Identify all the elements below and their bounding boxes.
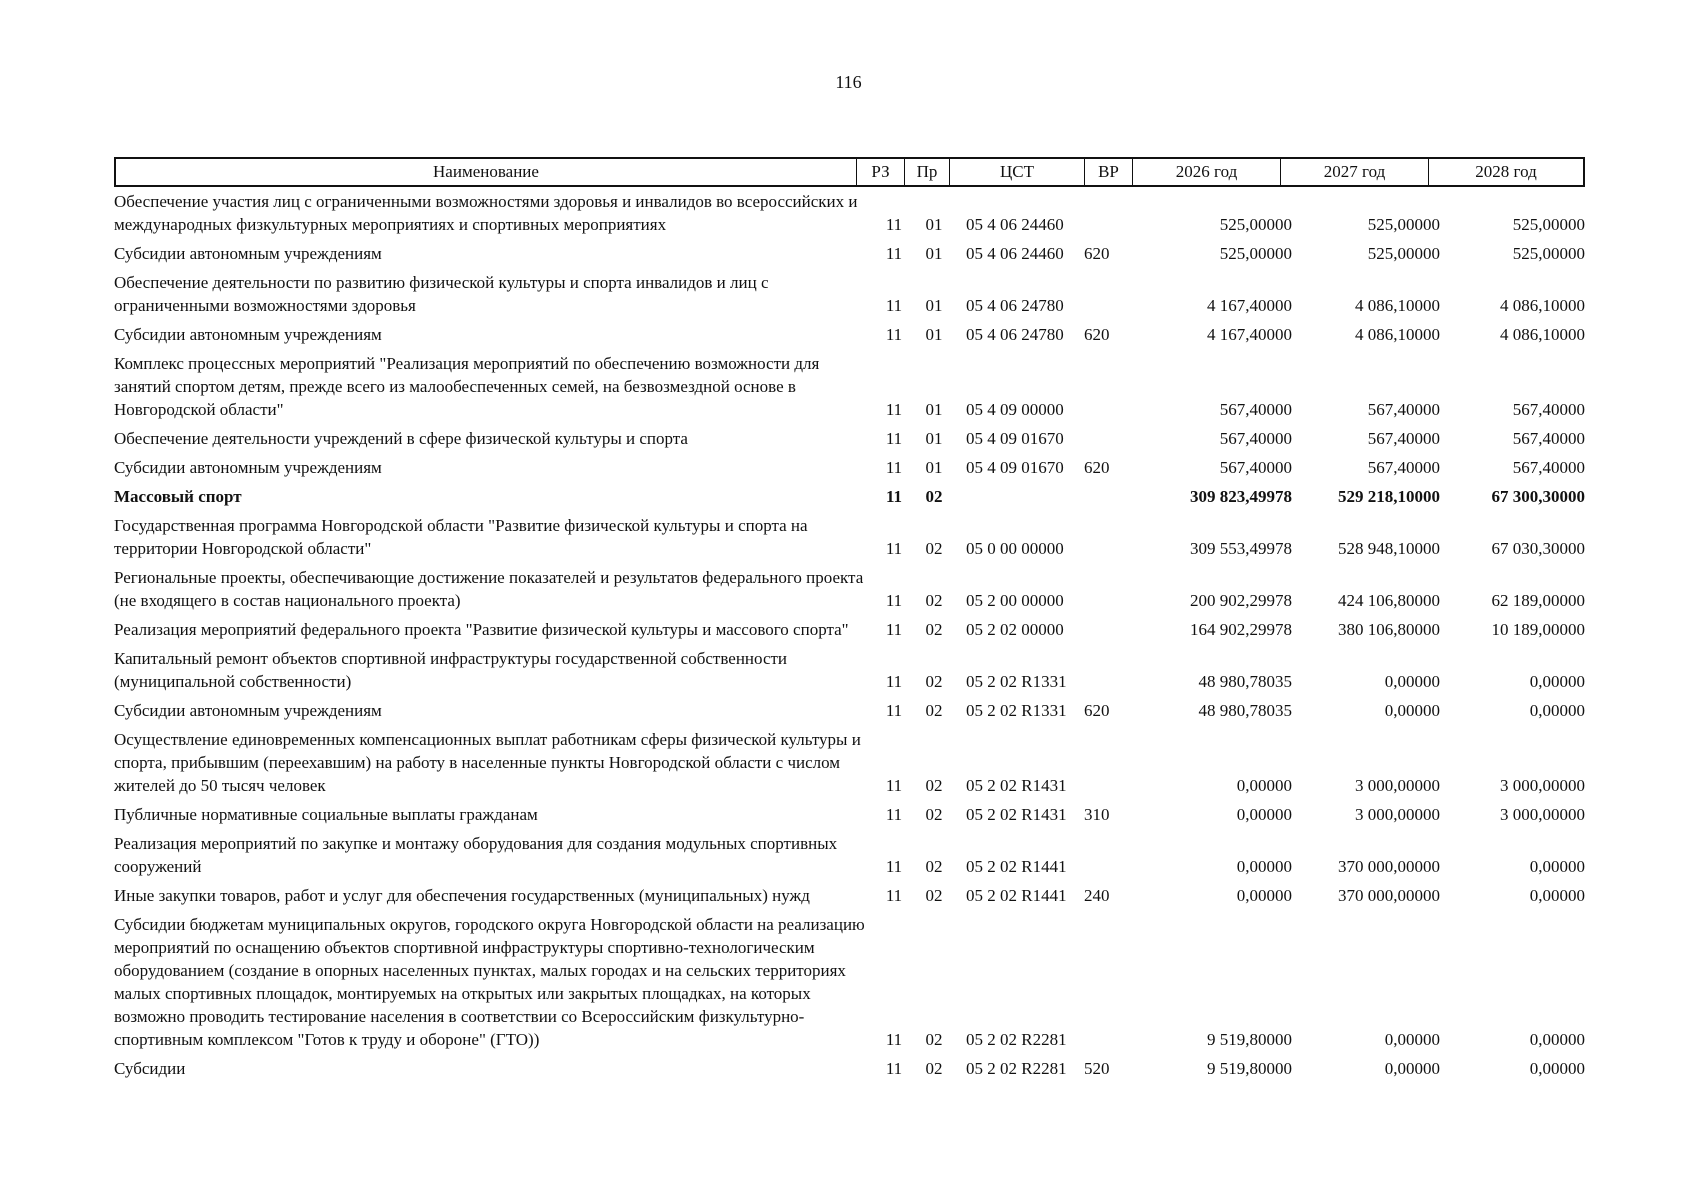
row-2027: 0,00000 — [1384, 1059, 1440, 1078]
table-row — [114, 913, 1585, 1051]
row-2028: 3 000,00000 — [1500, 805, 1585, 824]
row-rz: 11 — [885, 539, 903, 558]
row-rz: 11 — [885, 857, 903, 876]
row-name: Обеспечение деятельности по развитию физической культуры и спорта инвалидов и лиц с ограниченными возможностями здоровья — [114, 273, 769, 315]
row-vr — [1084, 618, 1124, 641]
row-2026: 309 553,49978 — [1190, 539, 1292, 558]
row-pr: 02 — [925, 776, 943, 795]
row-2027: 370 000,00000 — [1338, 857, 1440, 876]
row-rz: 11 — [885, 701, 903, 720]
row-2026: 48 980,78035 — [1198, 672, 1292, 691]
table-row — [114, 566, 1585, 612]
row-cst: 05 2 02 R1441 — [966, 857, 1067, 876]
row-rz: 11 — [885, 1030, 903, 1049]
row-cst — [954, 485, 1084, 508]
row-name: Субсидии автономным учреждениям — [114, 244, 382, 263]
row-2028: 3 000,00000 — [1500, 776, 1585, 795]
row-pr: 02 — [925, 672, 943, 691]
row-pr: 02 — [925, 591, 943, 610]
row-2027: 529 218,10000 — [1338, 487, 1440, 506]
row-vr: 620 — [1084, 325, 1110, 344]
table-row — [114, 803, 1585, 826]
table-row — [114, 242, 1585, 265]
table-row — [114, 352, 1585, 421]
row-2027: 4 086,10000 — [1355, 325, 1440, 344]
row-vr — [1084, 913, 1124, 1051]
row-rz: 11 — [885, 487, 903, 506]
row-2027: 525,00000 — [1367, 215, 1440, 234]
table-row — [114, 618, 1585, 641]
table-row — [114, 190, 1585, 236]
table-row — [114, 884, 1585, 907]
row-pr: 01 — [925, 325, 943, 344]
row-name: Массовый спорт — [114, 487, 242, 506]
row-name: Субсидии бюджетам муниципальных округов, городского округа Новгородской области на реализацию мероприятий по оснащению объектов спортивной инфраструктуры спортивно-технологическим оборудованием (создание в опорных населенных пунктах, малых городах и на сельских территориях малых спортивных площадок, монтируемых на открытых или закрытых площадках, на которых возможно проводить тестирование населения в соответствии со Всероссийским физкультурно-спортивным комплексом "Готов к труду и обороне" (ГТО)) — [114, 915, 865, 1049]
row-2026: 567,40000 — [1219, 400, 1292, 419]
page-number: 116 — [835, 72, 862, 92]
row-2028: 67 300,30000 — [1491, 487, 1585, 506]
row-rz: 11 — [885, 429, 903, 448]
row-2026: 567,40000 — [1219, 458, 1292, 477]
row-vr — [1084, 832, 1124, 878]
table-row — [114, 485, 1585, 508]
row-pr: 01 — [925, 458, 943, 477]
table-row — [114, 427, 1585, 450]
row-2026: 0,00000 — [1236, 776, 1292, 795]
row-pr: 02 — [925, 805, 943, 824]
row-2028: 0,00000 — [1529, 1030, 1585, 1049]
row-rz: 11 — [885, 400, 903, 419]
row-2027: 380 106,80000 — [1338, 620, 1440, 639]
row-vr — [1084, 352, 1124, 421]
row-name: Субсидии автономным учреждениям — [114, 701, 382, 720]
row-name: Обеспечение участия лиц с ограниченными возможностями здоровья и инвалидов во всероссийских и международных физкультурных мероприятиях и спортивных мероприятиях — [114, 192, 858, 234]
row-cst: 05 2 02 R1441 — [966, 886, 1067, 905]
header-cst: ЦСТ — [950, 159, 1085, 185]
row-pr: 01 — [925, 244, 943, 263]
table-row — [114, 514, 1585, 560]
row-2027: 0,00000 — [1384, 701, 1440, 720]
row-pr: 02 — [925, 1059, 943, 1078]
row-vr — [1084, 271, 1124, 317]
row-vr: 240 — [1084, 886, 1110, 905]
row-name: Субсидии автономным учреждениям — [114, 458, 382, 477]
row-cst: 05 0 00 00000 — [966, 539, 1064, 558]
row-2027: 567,40000 — [1367, 400, 1440, 419]
row-cst: 05 2 02 R1331 — [966, 701, 1067, 720]
row-2027: 528 948,10000 — [1338, 539, 1440, 558]
row-rz: 11 — [885, 325, 903, 344]
row-vr — [1084, 728, 1124, 797]
row-2028: 525,00000 — [1512, 215, 1585, 234]
row-2026: 0,00000 — [1236, 805, 1292, 824]
row-2026: 0,00000 — [1236, 886, 1292, 905]
row-pr: 01 — [925, 215, 943, 234]
row-vr — [1084, 514, 1124, 560]
row-pr: 02 — [925, 886, 943, 905]
row-cst: 05 4 06 24780 — [966, 296, 1064, 315]
row-rz: 11 — [885, 672, 903, 691]
row-2027: 0,00000 — [1384, 1030, 1440, 1049]
row-2026: 4 167,40000 — [1207, 325, 1292, 344]
table-body — [114, 190, 1585, 1086]
row-name: Осуществление единовременных компенсационных выплат работникам сферы физической культуры и спорта, прибывшим (переехавшим) на работу в населенные пункты Новгородской области с числом жителей до 50 тысяч человек — [114, 730, 861, 795]
row-2027: 3 000,00000 — [1355, 776, 1440, 795]
row-2028: 0,00000 — [1529, 1059, 1585, 1078]
row-cst: 05 2 02 R2281 — [966, 1059, 1067, 1078]
row-vr: 620 — [1084, 244, 1110, 263]
row-2026: 164 902,29978 — [1190, 620, 1292, 639]
row-2028: 62 189,00000 — [1491, 591, 1585, 610]
row-2028: 4 086,10000 — [1500, 296, 1585, 315]
row-name: Иные закупки товаров, работ и услуг для обеспечения государственных (муниципальных) нужд — [114, 886, 810, 905]
row-rz: 11 — [885, 805, 903, 824]
table-row — [114, 1057, 1585, 1080]
row-2028: 4 086,10000 — [1500, 325, 1585, 344]
row-rz: 11 — [885, 591, 903, 610]
row-cst: 05 4 06 24780 — [966, 325, 1064, 344]
row-name: Региональные проекты, обеспечивающие достижение показателей и результатов федерального проекта (не входящего в состав национального проекта) — [114, 568, 864, 610]
row-cst: 05 2 02 00000 — [966, 620, 1064, 639]
row-cst: 05 4 09 00000 — [966, 400, 1064, 419]
row-name: Субсидии — [114, 1059, 186, 1078]
row-rz: 11 — [885, 886, 903, 905]
row-2026: 309 823,49978 — [1190, 487, 1292, 506]
row-rz: 11 — [885, 620, 903, 639]
row-name: Реализация мероприятий по закупке и монтажу оборудования для создания модульных спортивных сооружений — [114, 834, 838, 876]
table-row — [114, 323, 1585, 346]
row-vr — [1084, 566, 1124, 612]
row-2027: 567,40000 — [1367, 458, 1440, 477]
row-cst: 05 2 02 R1431 — [966, 776, 1067, 795]
row-2026: 48 980,78035 — [1198, 701, 1292, 720]
row-rz: 11 — [885, 458, 903, 477]
row-2028: 567,40000 — [1512, 400, 1585, 419]
row-pr: 02 — [925, 620, 943, 639]
row-2027: 4 086,10000 — [1355, 296, 1440, 315]
row-pr: 01 — [925, 400, 943, 419]
header-rz: РЗ — [857, 159, 905, 185]
row-rz: 11 — [885, 296, 903, 315]
row-rz: 11 — [885, 244, 903, 263]
row-pr: 02 — [925, 701, 943, 720]
table-row — [114, 832, 1585, 878]
table-row — [114, 271, 1585, 317]
row-name: Реализация мероприятий федерального проекта "Развитие физической культуры и массового спорта" — [114, 620, 849, 639]
table-row — [114, 456, 1585, 479]
row-pr: 02 — [925, 1030, 943, 1049]
row-name: Обеспечение деятельности учреждений в сфере физической культуры и спорта — [114, 429, 688, 448]
row-pr: 02 — [925, 857, 943, 876]
row-2028: 67 030,30000 — [1491, 539, 1585, 558]
row-name: Субсидии автономным учреждениям — [114, 325, 382, 344]
row-pr: 02 — [925, 539, 943, 558]
row-cst: 05 4 09 01670 — [966, 429, 1064, 448]
row-pr: 02 — [925, 487, 943, 506]
row-2026: 567,40000 — [1219, 429, 1292, 448]
row-vr: 620 — [1084, 701, 1110, 720]
header-vr: ВР — [1085, 159, 1133, 185]
row-2028: 0,00000 — [1529, 672, 1585, 691]
row-pr: 01 — [925, 296, 943, 315]
table-row — [114, 728, 1585, 797]
header-pr: Пр — [905, 159, 950, 185]
row-cst: 05 4 06 24460 — [966, 215, 1064, 234]
row-2028: 0,00000 — [1529, 857, 1585, 876]
row-2028: 525,00000 — [1512, 244, 1585, 263]
row-rz: 11 — [885, 215, 903, 234]
row-2027: 525,00000 — [1367, 244, 1440, 263]
row-vr — [1084, 485, 1124, 508]
row-cst: 05 2 02 R1431 — [966, 805, 1067, 824]
row-vr — [1084, 647, 1124, 693]
row-2028: 567,40000 — [1512, 429, 1585, 448]
header-2028: 2028 год — [1475, 162, 1537, 181]
row-vr: 520 — [1084, 1059, 1110, 1078]
table-row — [114, 647, 1585, 693]
table-row — [114, 699, 1585, 722]
row-cst: 05 4 06 24460 — [966, 244, 1064, 263]
row-vr: 310 — [1084, 805, 1110, 824]
row-2028: 0,00000 — [1529, 701, 1585, 720]
row-2028: 10 189,00000 — [1491, 620, 1585, 639]
row-name: Капитальный ремонт объектов спортивной инфраструктуры государственной собственности (муниципальной собственности) — [114, 649, 788, 691]
row-pr: 01 — [925, 429, 943, 448]
row-vr: 620 — [1084, 458, 1110, 477]
row-2026: 0,00000 — [1236, 857, 1292, 876]
row-2026: 9 519,80000 — [1207, 1059, 1292, 1078]
table-header — [114, 157, 1585, 187]
row-2026: 9 519,80000 — [1207, 1030, 1292, 1049]
row-2028: 567,40000 — [1512, 458, 1585, 477]
header-2026: 2026 год — [1133, 159, 1281, 185]
row-2027: 0,00000 — [1384, 672, 1440, 691]
row-rz: 11 — [885, 1059, 903, 1078]
header-name: Наименование — [116, 159, 857, 185]
row-2027: 3 000,00000 — [1355, 805, 1440, 824]
row-2026: 200 902,29978 — [1190, 591, 1292, 610]
row-vr — [1084, 427, 1124, 450]
row-rz: 11 — [885, 776, 903, 795]
row-2026: 4 167,40000 — [1207, 296, 1292, 315]
row-2027: 424 106,80000 — [1338, 591, 1440, 610]
row-2026: 525,00000 — [1219, 215, 1292, 234]
header-2027: 2027 год — [1281, 159, 1429, 185]
row-2028: 0,00000 — [1529, 886, 1585, 905]
row-2027: 567,40000 — [1367, 429, 1440, 448]
row-cst: 05 2 02 R1331 — [966, 672, 1067, 691]
row-name: Государственная программа Новгородской области "Развитие физической культуры и спорта на территории Новгородской области" — [114, 516, 808, 558]
row-cst: 05 4 09 01670 — [966, 458, 1064, 477]
row-cst: 05 2 02 R2281 — [966, 1030, 1067, 1049]
row-name: Комплекс процессных мероприятий "Реализация мероприятий по обеспечению возможности для занятий спортом детям, прежде всего из малообеспеченных семей, на безвозмездной основе в Новгородской области" — [114, 354, 820, 419]
row-cst: 05 2 00 00000 — [966, 591, 1064, 610]
row-2027: 370 000,00000 — [1338, 886, 1440, 905]
row-2026: 525,00000 — [1219, 244, 1292, 263]
row-name: Публичные нормативные социальные выплаты гражданам — [114, 805, 538, 824]
row-vr — [1084, 190, 1124, 236]
